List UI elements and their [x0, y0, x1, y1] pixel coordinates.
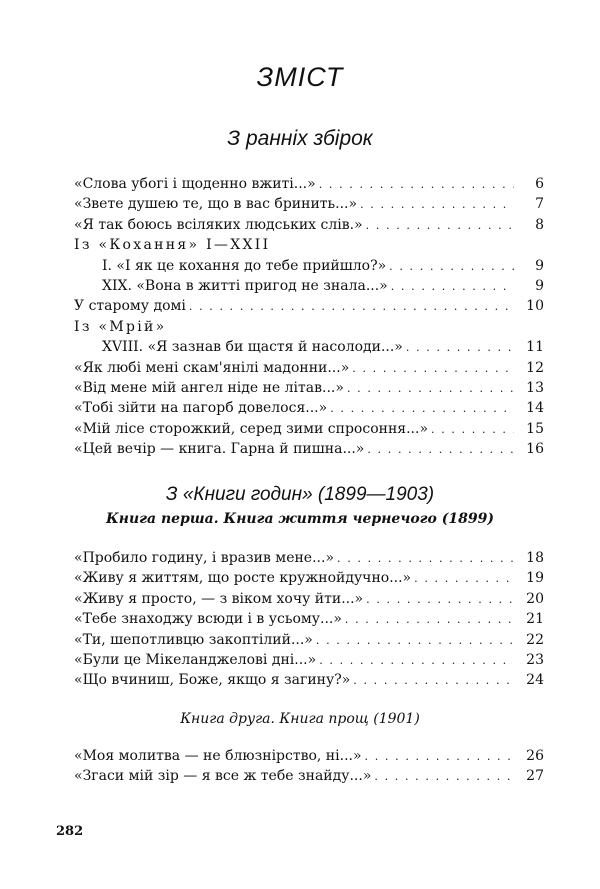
toc-entry-title: Із «Кохання» І—XXII	[74, 237, 271, 254]
toc-entry-page: 16	[526, 441, 544, 458]
toc-entry	[74, 746, 544, 766]
section-subtitle-book-two: Книга друга. Книга прощ (1901)	[180, 711, 420, 727]
page-number: 282	[56, 824, 84, 839]
toc-entry	[74, 609, 544, 629]
toc-entry-page: 24	[526, 672, 544, 689]
toc-entry-page: 11	[526, 339, 544, 356]
toc-dot-leader	[330, 399, 514, 419]
toc-entry-page: 20	[526, 590, 544, 607]
toc-entry-page: 8	[535, 216, 544, 233]
toc-dot-leader	[367, 440, 514, 460]
toc-entry	[74, 296, 544, 316]
toc-entry-page: 14	[526, 400, 544, 417]
toc-entry-page: 13	[526, 379, 544, 396]
toc-entry	[74, 548, 544, 568]
toc-entry-title: «Пробило годину, і вразив мене...»	[74, 550, 335, 566]
toc-dot-leader	[352, 359, 514, 379]
toc-dot-leader	[316, 631, 514, 651]
toc-dot-leader	[345, 610, 514, 630]
toc-entry	[74, 276, 544, 296]
toc-dot-leader	[366, 590, 514, 610]
toc-entry	[74, 650, 544, 670]
toc-entry-title: «Були це Мікеланджелові дні...»	[74, 651, 317, 668]
toc-entry-title: «Ти, шепотливцю закоптілий...»	[74, 631, 313, 648]
section-title-early-collections: З ранніх збірок	[227, 127, 373, 150]
toc-dot-leader	[406, 338, 514, 358]
section-title-book-of-hours: З «Книги годин» (1899—1903)	[165, 484, 435, 505]
toc-entry-title: «Слова убогі і щоденно вжиті...»	[74, 176, 316, 192]
toc-dot-leader	[347, 379, 514, 399]
toc-entry	[74, 398, 544, 418]
toc-entry	[74, 256, 544, 276]
toc-dot-leader	[365, 747, 514, 767]
toc-entry-title: «Звете душею те, що в вас бринить...»	[74, 196, 358, 213]
toc-entry	[74, 174, 544, 194]
toc-dot-leader	[319, 651, 514, 671]
toc-entry-title: «Мій лісе сторожкий, серед зими спросоння...»	[74, 420, 429, 437]
toc-entry	[74, 194, 544, 214]
toc-dot-leader	[189, 297, 514, 317]
toc-entry-title: «Моя молитва — не блюзнірство, ні...»	[74, 748, 362, 764]
toc-dot-leader	[431, 420, 514, 440]
toc-entry	[74, 358, 544, 378]
toc-dot-leader	[353, 671, 514, 691]
toc-dot-leader	[414, 569, 514, 589]
toc-entry-page: 27	[526, 768, 544, 785]
toc-entry-title: «Живу я просто, — з віком хочу йти...»	[74, 590, 364, 607]
toc-entry-title: І. «І як це кохання до тебе прийшло?»	[102, 257, 387, 274]
toc-entry	[74, 317, 544, 337]
toc-entry-title: «Згаси мій зір — я все ж тебе знайду...»	[74, 768, 372, 785]
page-title: ЗМІСТ	[256, 62, 344, 92]
toc-entry	[74, 630, 544, 650]
toc-entry	[74, 439, 544, 459]
toc-entry	[74, 235, 544, 255]
toc-entry-page: 6	[535, 176, 544, 192]
toc-dot-leader	[366, 216, 514, 236]
toc-entry	[74, 766, 544, 786]
toc-entry-title: «Я так боюсь всіляких людських слів.»	[74, 216, 363, 233]
toc-entry-title: У старому домі	[74, 298, 186, 315]
toc-dot-leader	[319, 175, 514, 195]
toc-entry-title: «Тебе знаходжу всюди і в усьому...»	[74, 611, 342, 628]
toc-dot-leader	[360, 195, 514, 215]
toc-dot-leader	[337, 549, 514, 569]
toc-entry-page: 12	[526, 359, 544, 376]
toc-entry-title: Із «Мрій»	[74, 318, 167, 335]
toc-list-book-two	[74, 746, 544, 787]
toc-entry-title: «Як любі мені скам'янілі мадонни...»	[74, 359, 350, 376]
toc-entry	[74, 215, 544, 235]
toc-entry-page: 19	[526, 570, 544, 587]
toc-entry-title: «Цей вечір — книга. Гарна й пишна...»	[74, 441, 365, 458]
toc-entry-page: 9	[535, 277, 544, 294]
toc-entry-page: 23	[526, 651, 544, 668]
toc-entry-title: «Що вчиниш, Боже, якщо я загину?»	[74, 672, 351, 689]
toc-entry-title: «Від мене мій ангел ніде не літав...»	[74, 379, 344, 396]
toc-entry-title: XVIII. «Я зазнав би щастя й насолоди...»	[102, 339, 403, 356]
toc-entry	[74, 670, 544, 690]
toc-entry	[74, 589, 544, 609]
toc-entry-page: 18	[526, 550, 544, 566]
toc-entry-page: 26	[526, 748, 544, 764]
toc-list-early-collections	[74, 174, 544, 459]
toc-entry	[74, 337, 544, 357]
toc-entry-page: 15	[526, 420, 544, 437]
toc-entry-page: 9	[535, 257, 544, 274]
toc-dot-leader	[389, 257, 514, 277]
toc-entry-title: «Живу я життям, що росте кружнойдучно...»	[74, 570, 412, 587]
toc-entry-page: 21	[526, 611, 544, 628]
toc-entry-title: XIX. «Вона в житті пригод не знала...»	[102, 277, 388, 294]
toc-entry-page: 22	[526, 631, 544, 648]
toc-entry-page: 10	[526, 298, 544, 315]
toc-entry	[74, 378, 544, 398]
section-subtitle-book-one: Книга перша. Книга життя чернечого (1899)	[106, 511, 494, 527]
toc-entry-title: «Тобі зійти на пагорб довелося...»	[74, 400, 328, 417]
toc-entry	[74, 419, 544, 439]
toc-list-book-one	[74, 548, 544, 691]
toc-dot-leader	[391, 277, 514, 297]
toc-entry	[74, 568, 544, 588]
toc-dot-leader	[374, 767, 514, 787]
toc-entry-page: 7	[535, 196, 544, 213]
